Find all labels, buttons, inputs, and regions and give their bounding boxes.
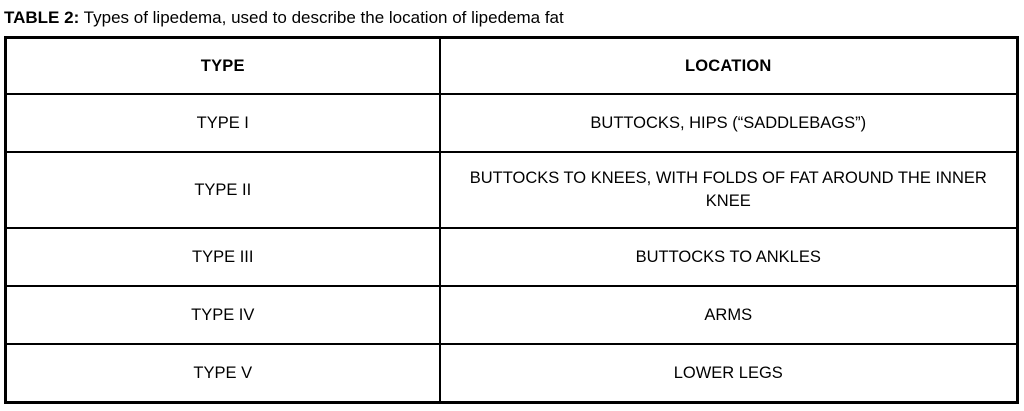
cell-type: TYPE V — [6, 344, 440, 403]
cell-location: BUTTOCKS TO ANKLES — [440, 228, 1018, 286]
cell-type: TYPE I — [6, 94, 440, 152]
table-row — [6, 152, 1018, 228]
table-row — [6, 94, 1018, 152]
cell-location: BUTTOCKS, HIPS (“SADDLEBAGS”) — [440, 94, 1018, 152]
table-header-row — [6, 38, 1018, 95]
cell-location: BUTTOCKS TO KNEES, WITH FOLDS OF FAT AROUND THE INNER KNEE — [440, 152, 1018, 228]
column-header-location: LOCATION — [440, 38, 1018, 95]
table-caption-text: Types of lipedema, used to describe the location of lipedema fat — [79, 8, 564, 27]
lipedema-types-table — [4, 36, 1019, 404]
table-caption-label: TABLE 2: — [4, 8, 80, 27]
cell-type: TYPE IV — [6, 286, 440, 344]
table-row — [6, 286, 1018, 344]
cell-location: LOWER LEGS — [440, 344, 1018, 403]
table-row — [6, 228, 1018, 286]
cell-location: ARMS — [440, 286, 1018, 344]
table-row — [6, 344, 1018, 403]
column-header-type: TYPE — [6, 38, 440, 95]
cell-type: TYPE II — [6, 152, 440, 228]
table-caption — [4, 7, 564, 28]
cell-type: TYPE III — [6, 228, 440, 286]
